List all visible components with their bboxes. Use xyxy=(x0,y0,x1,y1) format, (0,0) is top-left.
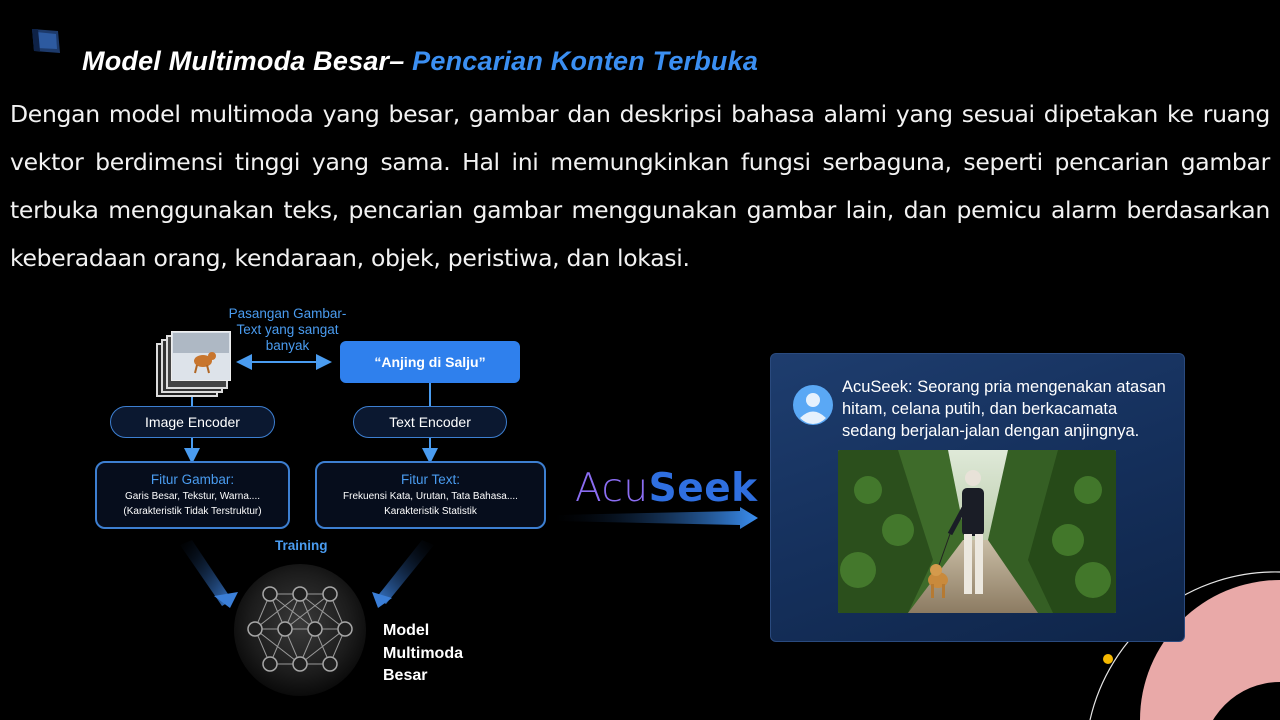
training-label: Training xyxy=(275,538,328,553)
deco-yellow-dot xyxy=(1103,654,1113,664)
pair-label-line2: Text yang sangat xyxy=(236,322,339,337)
image-feature-box xyxy=(95,461,290,529)
brand-part1: Acu xyxy=(575,466,649,511)
pair-label-line3: banyak xyxy=(265,338,310,353)
text-query-box: “Anjing di Salju” xyxy=(340,341,520,383)
text-feature-line2: Karakteristik Statistik xyxy=(384,506,477,517)
text-encoder: Text Encoder xyxy=(353,406,507,438)
training-arrow-right xyxy=(376,540,434,604)
text-feature-line1: Frekuensi Kata, Urutan, Tata Bahasa.... xyxy=(343,491,518,502)
text-feature-title: Fitur Text: xyxy=(400,472,461,487)
image-feature-line2: (Karakteristik Tidak Terstruktur) xyxy=(123,506,262,517)
text-feature-box xyxy=(315,461,546,529)
model-label-line2: Multimoda xyxy=(383,644,463,662)
title-main: Model Multimoda Besar– xyxy=(82,46,405,76)
image-feature-line1: Garis Besar, Tekstur, Warna.... xyxy=(124,491,261,502)
model-label-line1: Model xyxy=(383,622,430,639)
result-message: AcuSeek: Seorang pria mengenakan atasan hitam, celana putih, dan berkacamata sedang berjalan-jalan dengan anjingnya. xyxy=(842,378,1166,440)
result-photo-man-with-dog xyxy=(838,450,1116,613)
acuseek-logo xyxy=(575,466,758,511)
brand-part2: Seek xyxy=(648,466,758,511)
image-feature-title: Fitur Gambar: xyxy=(150,472,235,487)
intro-paragraph: Dengan model multimoda yang besar, gambar dan deskripsi bahasa alami yang sesuai dipetakan ke ruang vektor berdimensi tinggi yang sama. Hal ini memungkinkan fungsi serbaguna, seperti pencarian gambar terbuka menggunakan teks, pencarian gambar menggunakan gambar lain, dan pemicu alarm berdasarkan keberadaan orang, kendaraan, objek, peristiwa, dan lokasi. xyxy=(10,100,1270,272)
user-avatar-icon xyxy=(793,385,833,425)
model-label xyxy=(383,620,463,688)
title-accent: Pencarian Konten Terbuka xyxy=(404,46,759,76)
pair-label-line1: Pasangan Gambar- xyxy=(228,306,347,321)
model-label-line3: Besar xyxy=(383,667,428,684)
image-encoder: Image Encoder xyxy=(110,406,275,438)
